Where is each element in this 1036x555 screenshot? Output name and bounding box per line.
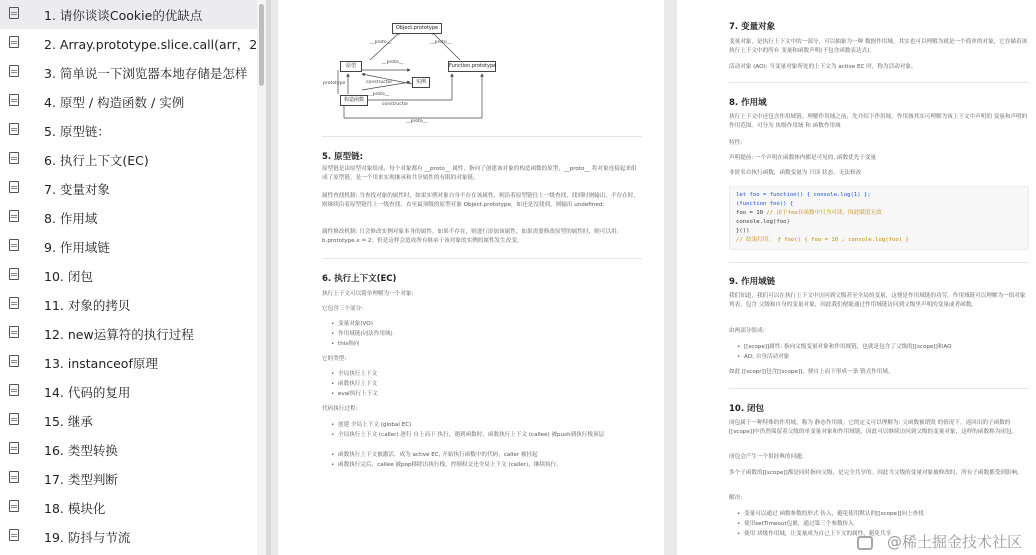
s9-item: • AO: 自身活动对象 (744, 353, 1029, 362)
toc-item-label: 15. 继承 (44, 413, 93, 429)
toc-item[interactable] (0, 290, 258, 319)
watermark: @稀土掘金技术社区 (886, 533, 1022, 551)
code-line: console.log(foo) (736, 219, 790, 225)
toc-item-label: 8. 作用域 (44, 210, 98, 226)
document-icon (9, 355, 19, 367)
toc-item-label: 7. 变量对象 (44, 181, 110, 197)
toc-item-label: 18. 模块化 (44, 500, 106, 516)
document-icon (9, 413, 19, 425)
section-separator (729, 82, 1029, 83)
toc-item[interactable] (0, 116, 258, 145)
s6-paragraph-1: 执行上下文可以简单理解为一个对象: (322, 291, 414, 297)
code-line: let foo = function() { console.log(1) }; (736, 192, 871, 198)
code-comment: ƒ foo() { foo = 10 ; console.log(foo) } (777, 237, 909, 243)
toc-item[interactable] (0, 261, 258, 290)
document-icon (9, 268, 19, 280)
s7-paragraph-2: 活动对象 (AO): 当变量对象所处的上下文为 active EC 时，称为活动对象。 (729, 64, 917, 70)
toc-item[interactable] (0, 406, 258, 435)
section-separator (729, 388, 1029, 389)
s9-paragraph-1: 我们知道，我们可以在执行上下文中访问到父级甚至全局的变量，这便是作用域链的功劳。作用域链可以理解为一组对象列表，包含 父级和自身的变量对象，因此我们便能通过作用域链访问到父级里声明的变量或者函数。 (729, 293, 1026, 308)
document-icon (9, 442, 19, 454)
s10-paragraph-4: 解决: (729, 495, 743, 501)
document-icon (9, 239, 19, 251)
document-icon (9, 94, 19, 106)
s9-item: • [[scope]]属性: 指向父级变量对象和作用域链，也就是包含了父级的[[scope]]和AO (744, 343, 1029, 352)
s8-paragraph-1: 执行上下文中还包含作用域链。理解作用域之前，先介绍下作用域。作用域其实可理解为该上下文中声明的 变量和声明的作用范围。可分为 块级作用域 和 函数作用域 (729, 114, 1028, 129)
s6-step-item: • 全局执行上下文 (caller) 逐行 自上而下 执行，遇到函数时，函数执行上下文 (callee) 被push到执行栈顶层 (338, 431, 638, 440)
diagram-node-function-prototype: Function.prototype (448, 61, 496, 72)
s6-step-item: • 函数执行完后，callee 被pop移除出执行栈，控制权交还全局上下文 (caller)，继续执行。 (338, 461, 638, 470)
toc-item[interactable] (0, 29, 258, 58)
code-line: }()) (736, 228, 750, 234)
toc-item-label: 4. 原型 / 构造函数 / 实例 (44, 94, 185, 110)
s6-type-item: • 全局执行上下文 (338, 370, 377, 379)
s6-step-item: • 函数执行上下文被激活，成为 active EC, 开始执行函数中的代码，caller 被挂起 (338, 451, 638, 460)
heading-6-execution-context: 6. 执行上下文(EC) (322, 274, 397, 284)
code-line: (function foo() { (736, 201, 794, 207)
toc-item-label: 13. instanceof原理 (44, 355, 158, 371)
toc-item[interactable] (0, 87, 258, 116)
diagram-label-constructor-1: constructor (366, 80, 393, 85)
diagram-label-prototype: prototype (323, 81, 346, 86)
s9-paragraph-2: 由两部分组成: (729, 328, 765, 334)
toc-item[interactable] (0, 203, 258, 232)
document-icon (9, 65, 19, 77)
s7-paragraph-1: 变量对象，是执行上下文中的一部分，可以抽象为一种 数据作用域，其实也可以理解为就是一个简单的对象，它存储着该执行上下文中的所有 变量和函数声明(不包含函数表达式)。 (729, 39, 1028, 54)
document-icon (9, 297, 19, 309)
code-comment: // 由于foo在函数中只为可读，因此赋值无效 (766, 210, 882, 216)
diagram-label-proto-3: __proto__ (382, 60, 404, 65)
code-block (729, 186, 1029, 250)
s5-paragraph-1: 原型链是由原型对象组成，每个对象都有 __proto__ 属性，指向了创建该对象的构造函数的原型，__proto__ 将对象连接起来组成了原型链。是一个用来实现继承和共享属性的有限的对象链。 (322, 166, 637, 181)
s5-paragraph-2: 属性查找机制: 当查找对象的属性时，如果实例对象自身不存在该属性，则沿着原型链往上一级查找，找到时则输出，不存在时，则继续沿着原型链往上一级查找，直至最顶级的原型对象 Object.prototype，如还是没找到，则输出 undefined; (322, 193, 639, 208)
s6-part-item: • 作用域链(词法作用域) (338, 330, 393, 339)
diagram-lines (322, 18, 508, 126)
code-line: foo = 10 (736, 210, 767, 216)
heading-8-scope: 8. 作用域 (729, 98, 767, 108)
toc-item[interactable] (0, 464, 258, 493)
s6-step-item: • 创建 全局上下文 (global EC) (338, 421, 638, 430)
diagram-label-proto-2: __proto__ (430, 40, 452, 45)
document-icon (9, 36, 19, 48)
toc-item-label: 1. 请你谈谈Cookie的优缺点 (44, 7, 203, 23)
document-icon (9, 529, 19, 541)
toc-item-label: 6. 执行上下文(EC) (44, 152, 149, 168)
diagram-node-instance: 实例 (412, 77, 430, 88)
s6-part-item: • 变量对象(VO) (338, 320, 373, 329)
s8-paragraph-3: 声明提前: 一个声明在函数体内都是可见的, 函数优先于变量 (729, 155, 877, 161)
toc-item-label: 19. 防抖与节流 (44, 529, 131, 545)
page-gap (664, 0, 677, 555)
toc-item-label: 2. Array.prototype.slice.call(arr，2 (44, 36, 258, 52)
toc-item[interactable] (0, 58, 258, 87)
watermark-logo-icon (857, 536, 873, 550)
toc-item-label: 14. 代码的复用 (44, 384, 131, 400)
heading-7-variable-object: 7. 变量对象 (729, 22, 776, 32)
code-comment: // 结果打印： (736, 237, 778, 243)
document-icon (9, 471, 19, 483)
sidebar-scrollbar-thumb[interactable] (259, 4, 264, 86)
document-icon (9, 384, 19, 396)
section-separator (322, 258, 642, 259)
s10-item: • 使用 块级作用域，让变量成为自己上下文的属性，避免共享 (744, 530, 1029, 539)
s10-paragraph-3: 多个子函数的[[scope]]都是同时指向父级，是完全共享的。因此当父级的变量对象被修改时，所有子函数都受到影响。 (729, 470, 1023, 476)
document-icon (9, 181, 19, 193)
s6-paragraph-2: 它包含三个部分: (322, 306, 364, 312)
diagram-node-object-prototype: Object.prototype (392, 23, 442, 34)
toc-item[interactable] (0, 377, 258, 406)
toc-item-label: 9. 作用域链 (44, 239, 110, 255)
s6-type-item: • 函数执行上下文 (338, 380, 377, 389)
diagram-label-constructor-2: constructor (382, 102, 409, 107)
document-icon (9, 152, 19, 164)
toc-item[interactable] (0, 232, 258, 261)
section-separator (322, 136, 642, 137)
diagram-label-proto-5: __proto__ (406, 119, 428, 124)
s6-paragraph-4: 代码执行过程: (322, 406, 358, 412)
s8-paragraph-4: 非匿名自执行函数，函数变量为 只读 状态，无法修改 (729, 170, 862, 176)
toc-item[interactable] (0, 174, 258, 203)
toc-list (0, 0, 258, 551)
s5-paragraph-3: 属性修改机制: 只会修改实例对象本身的属性，如果不存在，则进行添加该属性，如果需要修改原型的属性时，则可以用: b.prototype.x = 2；但是这样会造成所有继承于该对象的实例的属性发生改变。 (322, 229, 619, 244)
heading-10-closure: 10. 闭包 (729, 404, 765, 414)
document-icon (9, 123, 19, 135)
section-separator (729, 262, 1029, 263)
document-icon (9, 326, 19, 338)
toc-item-label: 3. 简单说一下浏览器本地存储是怎样 (44, 65, 248, 81)
document-icon (9, 210, 19, 222)
document-icon (9, 7, 19, 19)
toc-item[interactable] (0, 319, 258, 348)
s8-paragraph-2: 特性: (729, 140, 743, 146)
document-icon (9, 500, 19, 512)
s10-paragraph-1: 闭包属于一种特殊的作用域，称为 静态作用域。它的定义可以理解为: 父函数被销毁 的情况下，返回出的子函数的[[scope]]中仍然保留着父级的单变量对象和作用域链，因此可以继续访问到父级的变量对象，这样的函数称为闭包。 (729, 420, 1018, 435)
toc-item-label: 16. 类型转换 (44, 442, 118, 458)
toc-item[interactable] (0, 435, 258, 464)
toc-item-label: 12. new运算符的执行过程 (44, 326, 194, 342)
toc-item[interactable] (0, 145, 258, 174)
s6-type-item: • eval执行上下文 (338, 390, 378, 399)
s6-part-item: • this指向 (338, 340, 359, 349)
diagram-node-prototype-obj: 原型 (340, 61, 362, 72)
s10-item: • 使用setTimeout包裹，通过第三个参数传入 (744, 520, 1029, 529)
prototype-diagram (322, 18, 508, 126)
s10-item: • 变量可以通过 函数参数的形式 传入，避免使用默认的[[scope]]向上查找 (744, 510, 1029, 519)
toc-item-label: 10. 闭包 (44, 268, 93, 284)
toc-item[interactable] (0, 493, 258, 522)
heading-9-scope-chain: 9. 作用域链 (729, 277, 776, 287)
s6-paragraph-3: 它的类型: (322, 356, 347, 362)
toc-item[interactable] (0, 348, 258, 377)
toc-item-label: 11. 对象的拷贝 (44, 297, 131, 313)
toc-item-label: 17. 类型判断 (44, 471, 118, 487)
s9-paragraph-3: 如此 [[scopr]]包含[[scope]]，便自上而下形成一条 链式作用域。 (729, 369, 894, 375)
diagram-label-proto-4: __proto__ (368, 92, 390, 97)
s10-paragraph-2: 闭包会产生一个很经典的问题: (729, 454, 804, 460)
toc-item[interactable] (0, 0, 258, 29)
toc-item[interactable] (0, 522, 258, 551)
diagram-node-constructor-fn: 构造函数 (340, 95, 368, 106)
toc-item-label: 5. 原型链： (44, 123, 110, 139)
heading-5-prototype-chain: 5. 原型链: (322, 152, 364, 162)
toc-sidebar (0, 0, 258, 555)
panel-divider[interactable] (266, 0, 271, 555)
diagram-label-proto-1: __proto__ (370, 40, 392, 45)
